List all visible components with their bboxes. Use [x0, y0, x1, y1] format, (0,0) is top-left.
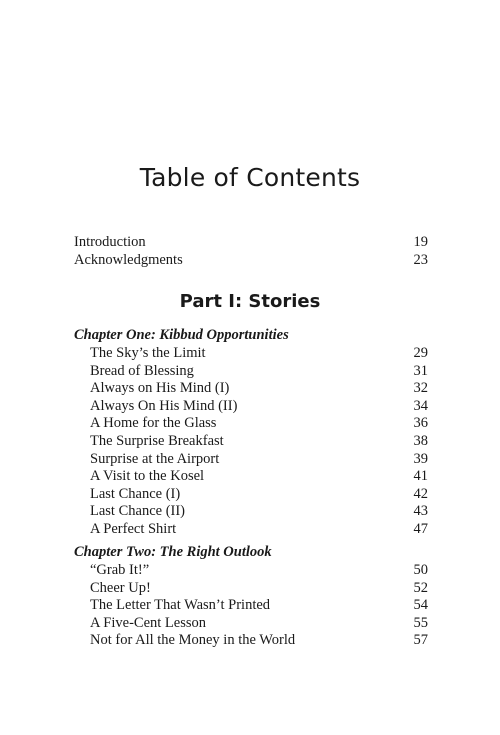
toc-entry-page: 55 — [413, 614, 428, 631]
toc-entry-label: Always on His Mind (I) — [90, 380, 230, 397]
toc-entry-label: The Letter That Wasn’t Printed — [90, 597, 271, 614]
toc-entry-label: Always On His Mind (II) — [90, 397, 238, 414]
toc-entry-label: “Grab It!” — [90, 562, 150, 578]
toc-entry-page: 47 — [413, 520, 428, 537]
toc-entry-label: The Sky’s the Limit — [90, 345, 206, 361]
toc-entry — [74, 363, 428, 381]
chapter-two-section — [74, 543, 428, 650]
toc-entry — [74, 380, 428, 398]
front-matter-list — [74, 234, 428, 269]
toc-entry-introduction — [74, 234, 428, 252]
part-title: Part I: Stories — [179, 291, 321, 312]
toc-entry — [74, 468, 428, 486]
toc-entry — [74, 562, 428, 580]
toc-entry-page: 32 — [413, 380, 428, 397]
chapter-one-section — [74, 326, 428, 539]
toc-entry — [74, 345, 428, 363]
toc-entry-page: 57 — [413, 632, 428, 649]
toc-entry-label: Introduction — [74, 234, 146, 250]
toc-entry-page: 42 — [413, 485, 428, 502]
toc-entry-page: 54 — [413, 597, 428, 614]
toc-entry — [74, 486, 428, 504]
toc-entry — [74, 398, 428, 416]
chapter-heading: Chapter One: Kibbud Opportunities — [74, 327, 289, 343]
toc-entry-label: Last Chance (I) — [90, 485, 181, 502]
toc-entry-page: 19 — [413, 234, 428, 250]
toc-entry-label: A Perfect Shirt — [90, 520, 177, 537]
toc-entry-page: 39 — [413, 450, 428, 467]
toc-entry-label: Bread of Blessing — [90, 362, 194, 379]
toc-entry-page: 31 — [413, 362, 428, 379]
toc-entry-label: Acknowledgments — [74, 251, 183, 268]
toc-entry-label: Last Chance (II) — [90, 503, 186, 520]
toc-entry-page: 43 — [413, 503, 428, 520]
toc-entry — [74, 597, 428, 615]
toc-entry-label: Cheer Up! — [90, 579, 151, 596]
chapter-heading: Chapter Two: The Right Outlook — [74, 544, 272, 560]
toc-entry — [74, 615, 428, 633]
page-title: Table of Contents — [139, 163, 361, 192]
toc-entry-label: A Five-Cent Lesson — [90, 614, 206, 631]
toc-entry — [74, 503, 428, 521]
toc-entry — [74, 433, 428, 451]
toc-entry-page: 38 — [413, 432, 428, 449]
toc-entry — [74, 580, 428, 598]
toc-entry-label: The Surprise Breakfast — [90, 432, 224, 449]
toc-entry-label: Not for All the Money in the World — [90, 632, 296, 649]
toc-entry-page: 41 — [413, 468, 428, 485]
toc-entry-label: A Home for the Glass — [90, 415, 217, 432]
toc-entry — [74, 632, 428, 650]
toc-entry — [74, 451, 428, 469]
toc-entry-page: 23 — [413, 251, 428, 268]
toc-entry-page: 29 — [413, 345, 428, 361]
toc-entry-label: Surprise at the Airport — [90, 450, 220, 467]
toc-entry — [74, 415, 428, 433]
toc-entry-acknowledgments — [74, 252, 428, 270]
toc-entry-label: A Visit to the Kosel — [90, 468, 205, 485]
toc-entry-page: 34 — [413, 397, 428, 414]
toc-entry-page: 36 — [413, 415, 428, 432]
toc-entry-page: 50 — [413, 562, 428, 578]
toc-entry — [74, 521, 428, 539]
toc-entry-page: 52 — [413, 579, 428, 596]
